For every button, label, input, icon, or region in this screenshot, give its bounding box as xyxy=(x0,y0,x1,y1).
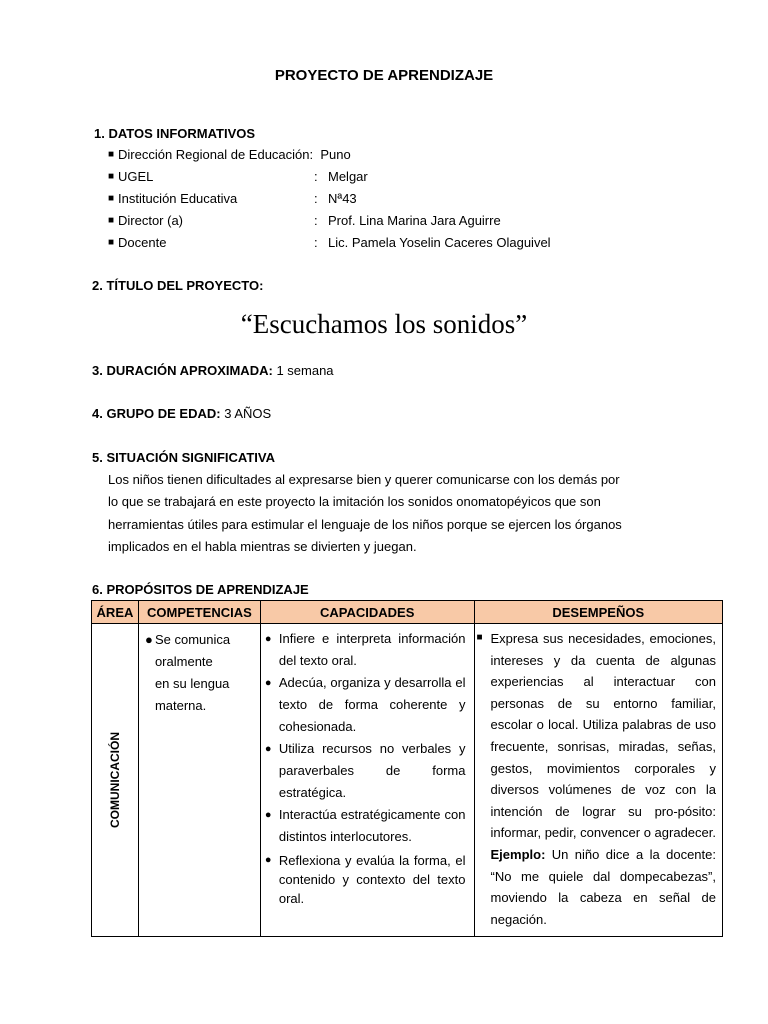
info-row-director xyxy=(108,211,501,231)
info-label: Director (a) xyxy=(118,213,184,228)
bullet-icon: ■ xyxy=(108,237,115,248)
duration-value: 1 semana xyxy=(276,363,334,378)
table-header-row xyxy=(92,601,723,624)
capacidad-text: Utiliza recursos no verbales y paraverbales de forma estratégica. xyxy=(278,741,466,800)
bullet-icon: ● xyxy=(144,632,153,647)
bullet-icon: ■ xyxy=(108,171,115,182)
desempeno-text-before: Expresa sus necesidades, emociones, intereses y da cuenta de algunas experiencias al interactuar con personas de su entorno familiar, escolar o local. Utiliza palabras de uso frecuente, sonrisas, miradas, señas, gestos, movimientos corporales y diversos volúmenes de voz con la intención de lograr su pro-pósito: informar, pedir, convencer o agradecer. xyxy=(490,631,716,841)
desempenos-cell xyxy=(474,624,723,937)
capacidad-item xyxy=(265,848,466,908)
area-label: COMUNICACIÓN xyxy=(107,732,122,829)
age-group-value: 3 AÑOS xyxy=(224,406,272,421)
competencia-line: en su lengua xyxy=(154,676,230,691)
info-label: Dirección Regional de Educación: xyxy=(118,147,314,162)
section-3 xyxy=(92,363,334,378)
info-label: UGEL xyxy=(118,169,154,184)
paragraph-line: herramientas útiles para estimular el lenguaje de los niños porque se ejercen los órganos xyxy=(108,516,622,532)
bullet-icon: ● xyxy=(264,854,272,866)
section-4-heading: 4. GRUPO DE EDAD: xyxy=(92,406,221,421)
bullet-icon: ● xyxy=(264,677,272,689)
info-value: Nª43 xyxy=(328,191,357,206)
info-row-direccion xyxy=(108,145,351,165)
capacidad-item xyxy=(265,672,466,738)
info-value: Lic. Pamela Yoselin Caceres Olaguivel xyxy=(328,235,551,250)
capacidad-text: Infiere e interpreta información del texto oral. xyxy=(278,631,466,668)
area-cell xyxy=(92,624,139,937)
info-colon: : xyxy=(314,213,318,228)
competencia-item xyxy=(139,624,260,717)
capacidad-text: Reflexiona y evalúa la forma, el contenido y contexto del texto oral. xyxy=(278,853,466,906)
bullet-icon: ● xyxy=(264,743,272,755)
competencias-cell xyxy=(138,624,260,937)
info-value: Melgar xyxy=(328,169,368,184)
header-area: ÁREA xyxy=(92,601,139,624)
bullet-icon: ■ xyxy=(476,632,483,643)
competencia-line: oralmente xyxy=(154,654,213,669)
section-1-heading: 1. DATOS INFORMATIVOS xyxy=(94,126,256,141)
section-3-heading: 3. DURACIÓN APROXIMADA: xyxy=(92,363,273,378)
table-row xyxy=(92,624,723,937)
header-desempenos: DESEMPEÑOS xyxy=(474,601,723,624)
project-title: “Escuchamos los sonidos” xyxy=(240,309,528,339)
info-value: Prof. Lina Marina Jara Aguirre xyxy=(328,213,501,228)
propositos-table xyxy=(91,600,723,937)
section-5-heading: 5. SITUACIÓN SIGNIFICATIVA xyxy=(92,450,275,465)
bullet-icon: ■ xyxy=(108,149,115,160)
section-4 xyxy=(92,406,271,421)
info-row-ugel xyxy=(108,167,368,187)
bullet-icon: ■ xyxy=(108,215,115,226)
paragraph-line: Los niños tienen dificultades al expresarse bien y querer comunicarse con los demás por xyxy=(108,472,620,487)
info-colon: : xyxy=(314,169,318,184)
bullet-icon: ● xyxy=(264,809,272,821)
capacidad-item xyxy=(265,738,466,804)
capacidades-list xyxy=(261,624,474,914)
desempeno-text-after: Un niño dice a la docente: “No me quiele dal dompecabezas”, moviendo la cabeza en señal de negación. xyxy=(490,846,716,927)
paragraph-line: lo que se trabajará en este proyecto la imitación los sonidos onomatopéyicos que son xyxy=(108,494,601,510)
capacidad-text: Adecúa, organiza y desarrolla el texto de forma coherente y cohesionada. xyxy=(278,675,466,734)
header-capacidades: CAPACIDADES xyxy=(260,601,474,624)
desempeno-example-label: Ejemplo: xyxy=(490,846,546,862)
section-2-heading: 2. TÍTULO DEL PROYECTO: xyxy=(92,278,264,293)
info-label: Institución Educativa xyxy=(118,191,238,206)
section-6-heading: 6. PROPÓSITOS DE APRENDIZAJE xyxy=(92,582,309,597)
competencia-line: Se comunica xyxy=(154,632,231,647)
paragraph-line: implicados en el habla mientras se divierten y juegan. xyxy=(108,538,417,554)
info-colon: : xyxy=(314,235,318,250)
info-colon: : xyxy=(314,191,318,206)
situacion-paragraph xyxy=(108,469,668,558)
info-label: Docente xyxy=(118,235,167,250)
capacidad-item xyxy=(265,804,466,848)
bullet-icon: ● xyxy=(264,633,272,645)
bullet-icon: ■ xyxy=(108,193,115,204)
competencia-line: materna. xyxy=(154,698,207,713)
capacidades-cell xyxy=(260,624,474,937)
info-row-docente xyxy=(108,233,551,253)
page-title: PROYECTO DE APRENDIZAJE xyxy=(274,67,494,84)
info-value: Puno xyxy=(320,147,351,162)
desempeno-text xyxy=(475,624,723,936)
header-competencias: COMPETENCIAS xyxy=(138,601,260,624)
capacidad-text: Interactúa estratégicamente con distintos interlocutores. xyxy=(278,807,466,844)
capacidad-item xyxy=(265,628,466,672)
info-row-institucion xyxy=(108,189,357,209)
